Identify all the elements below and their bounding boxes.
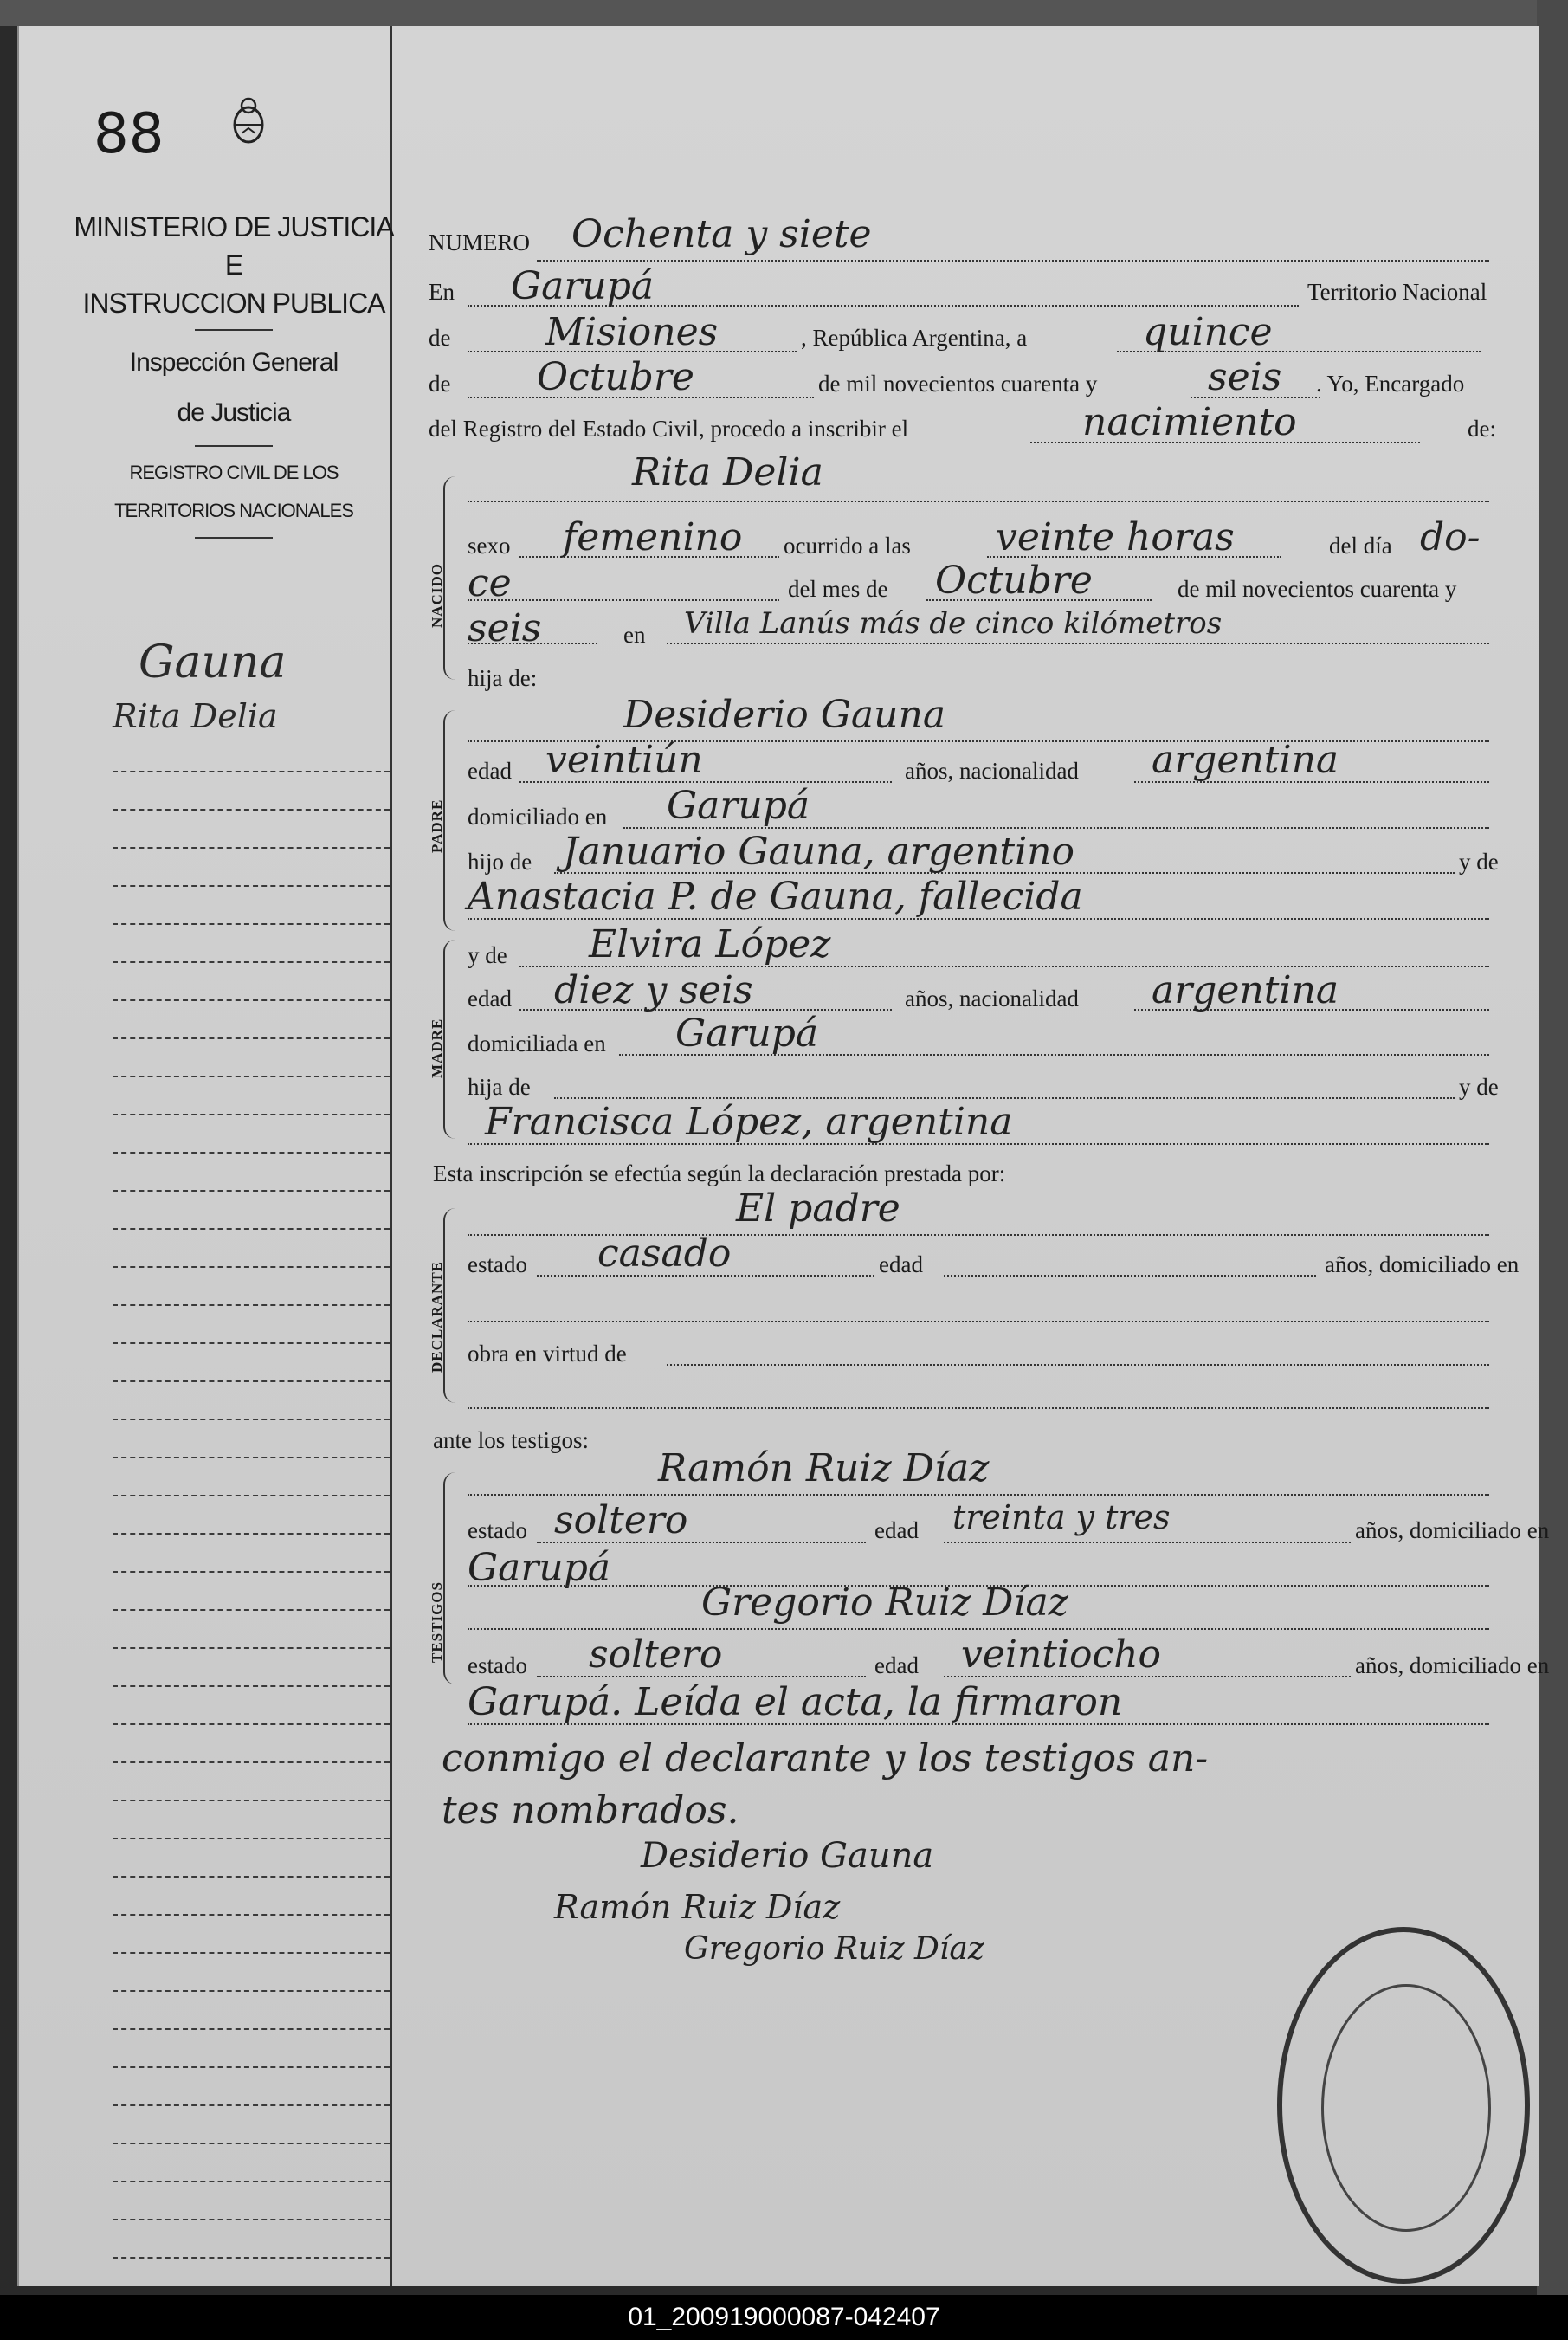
closing-line-2: conmigo el declarante y los testigos an- (442, 1736, 1209, 1781)
dia-line (468, 599, 779, 601)
madre-name: Elvira López (589, 922, 831, 966)
hijo-text: hija de: (468, 665, 538, 691)
sexo-label: sexo (468, 533, 511, 559)
year-value: seis (1208, 355, 1282, 399)
en-text: en (623, 622, 646, 648)
madre-hija-de-line (554, 1097, 1455, 1099)
margin-ruled-line (113, 1190, 390, 1192)
margin-ruled-line (113, 1800, 390, 1801)
padre-edad-value: veintiún (545, 738, 703, 782)
margin-ruled-line (113, 1266, 390, 1268)
margin-ruled-line (113, 1076, 390, 1077)
signature-testigo-1: Ramón Ruiz Díaz (554, 1888, 841, 1926)
declarante-name: El padre (736, 1186, 900, 1231)
margin-ruled-line (113, 1723, 390, 1725)
padre-edad-label: edad (468, 758, 512, 784)
de-mil-text: de mil novecientos cuarenta y (1178, 576, 1457, 602)
declarante-brace (443, 1208, 462, 1403)
dia-value-2: ce (468, 561, 512, 605)
territorio-text: Territorio Nacional (1307, 279, 1487, 305)
ministry-line: MINISTERIO DE JUSTICIA (74, 211, 394, 242)
left-margin-column (17, 26, 392, 2286)
margin-ruled-line (113, 1037, 390, 1039)
anio-value: seis (468, 606, 542, 650)
testigo2-anos-text: años, domiciliado en (1355, 1652, 1550, 1678)
mes-value: Octubre (935, 559, 1093, 603)
testigos-brace (443, 1472, 462, 1684)
hora-value: veinte horas (996, 515, 1235, 559)
ministry-line: INSTRUCCION PUBLICA (82, 288, 385, 319)
madre-hija-de-label: hija de (468, 1074, 531, 1100)
padre-brace (443, 710, 462, 931)
padre-side-label: PADRE (429, 798, 445, 853)
margin-ruled-line (113, 1114, 390, 1115)
margin-ruled-line (113, 1838, 390, 1839)
declarante-edad-label: edad (879, 1251, 923, 1277)
divider (195, 329, 273, 331)
footer-image-id: 01_200919000087-042407 (0, 2295, 1568, 2340)
padre-dom-value: Garupá (667, 784, 810, 828)
padre-nac-value: argentina (1152, 738, 1339, 782)
nacido-side-label: NACIDO (429, 563, 445, 628)
en-label: En (429, 279, 455, 305)
testigo1-anos-text: años, domiciliado en (1355, 1517, 1550, 1543)
margin-ruled-line (113, 1380, 390, 1382)
lugar-value: Villa Lanús más de cinco kilómetros (684, 606, 1223, 641)
testigo1-edad-label: edad (874, 1517, 919, 1543)
testigo2-estado: soltero (589, 1632, 723, 1677)
margin-surname: Gauna (139, 637, 287, 688)
declarante-anos-text: años, domiciliado en (1325, 1251, 1520, 1277)
anio-line (468, 643, 597, 644)
declarante-extra-line (468, 1321, 1489, 1322)
margin-ruled-line (113, 1304, 390, 1306)
margin-ruled-line (113, 2257, 390, 2259)
act-value: nacimiento (1082, 400, 1297, 444)
testigo2-name: Gregorio Ruiz Díaz (701, 1580, 1068, 1625)
yo-text: . Yo, Encargado (1316, 371, 1465, 397)
margin-ruled-line (113, 1457, 390, 1458)
padre-madre-value: Anastacia P. de Gauna, fallecida (468, 875, 1083, 919)
de2-label: de (429, 371, 451, 397)
republica-text: , República Argentina, a (801, 325, 1028, 351)
margin-ruled-line (113, 1152, 390, 1154)
testigo2-edad-label: edad (874, 1652, 919, 1678)
margin-ruled-line (113, 847, 390, 849)
obra-line (667, 1364, 1489, 1366)
obra-label: obra en virtud de (468, 1341, 627, 1367)
closing-rule-1 (468, 1723, 1489, 1725)
margin-ruled-line (113, 923, 390, 925)
signature-testigo-2: Gregorio Ruiz Díaz (684, 1931, 984, 1967)
padre-name: Desiderio Gauna (623, 693, 946, 737)
signature-declarante: Desiderio Gauna (641, 1836, 934, 1876)
del-mes-text: del mes de (788, 576, 888, 602)
madre-madre-value: Francisca López, argentina (485, 1100, 1013, 1144)
ocurrido-text: ocurrido a las (784, 533, 911, 559)
madre-edad-label: edad (468, 986, 512, 1012)
margin-ruled-line (113, 1609, 390, 1611)
margin-ruled-line (113, 2104, 390, 2106)
margin-ruled-line (113, 1914, 390, 1916)
registry-line: REGISTRO CIVIL DE LOS (129, 462, 339, 483)
padre-hijo-de-value: Januario Gauna, argentino (563, 830, 1075, 874)
madre-nac-value: argentina (1152, 968, 1339, 1012)
margin-ruled-line (113, 1228, 390, 1230)
margin-ruled-line (113, 771, 390, 772)
margin-ruled-line (113, 1342, 390, 1344)
dia-value-1: do- (1420, 515, 1481, 559)
madre-dom-label: domiciliada en (468, 1031, 606, 1057)
madre-side-label: MADRE (429, 1018, 445, 1078)
page-right-edge (1537, 0, 1568, 2295)
padre-anos-text: años, nacionalidad (905, 758, 1079, 784)
margin-ruled-line (113, 2066, 390, 2068)
margin-ruled-line (113, 1876, 390, 1878)
nacido-name: Rita Delia (632, 450, 823, 495)
testigo1-name-line (468, 1494, 1489, 1496)
madre-y-de-label: y de (468, 942, 507, 968)
madre-edad-value: diez y seis (554, 968, 753, 1012)
month-value: Octubre (537, 355, 694, 399)
testigos-side-label: TESTIGOS (429, 1581, 445, 1663)
numero-value: Ochenta y siete (571, 212, 872, 256)
page-top-edge (0, 0, 1568, 26)
ante-text: ante los testigos: (433, 1427, 589, 1453)
margin-ruled-line (113, 1571, 390, 1573)
margin-ruled-line (113, 2143, 390, 2144)
padre-hijo-de-label: hijo de (468, 849, 532, 875)
margin-ruled-line (113, 1495, 390, 1496)
sexo-value: femenino (563, 515, 743, 559)
registro-text: del Registro del Estado Civil, procedo a inscribir el (429, 416, 909, 442)
margin-ruled-line (113, 885, 390, 887)
testigo1-name: Ramón Ruiz Díaz (658, 1446, 990, 1490)
margin-ruled-line (113, 1761, 390, 1763)
declarante-side-label: DECLARANTE (429, 1260, 445, 1373)
margin-ruled-line (113, 2028, 390, 2030)
declarante-end-line (468, 1407, 1489, 1409)
margin-ruled-line (113, 809, 390, 811)
madre-brace (443, 940, 462, 1139)
inscripcion-text: Esta inscripción se efectúa según la declaración prestada por: (433, 1160, 1006, 1186)
madre-y-de-text: y de (1459, 1074, 1499, 1100)
lugar-line (667, 643, 1489, 644)
numero-label: NUMERO (429, 229, 531, 255)
padre-dom-label: domiciliado en (468, 804, 608, 830)
nacido-brace (443, 476, 462, 680)
testigo1-edad-line (944, 1542, 1351, 1543)
margin-ruled-line (113, 961, 390, 963)
margin-given-name: Rita Delia (113, 697, 278, 735)
registry-line: TERRITORIOS NACIONALES (114, 500, 353, 521)
seal-emblem (1321, 1984, 1491, 2232)
margin-ruled-line (113, 1647, 390, 1649)
margin-ruled-line (113, 1685, 390, 1687)
day-value: quince (1143, 310, 1273, 354)
registry-seal-stamp (1277, 1927, 1530, 2284)
closing-line-1: Garupá. Leída el acta, la firmaron (468, 1680, 1123, 1724)
margin-ruled-line (113, 2219, 390, 2220)
testigo1-edad: treinta y tres (952, 1498, 1171, 1536)
testigo2-estado-label: estado (468, 1652, 527, 1678)
folio-number: 88 (94, 102, 165, 166)
registration-form (407, 26, 1550, 2286)
ministry-header (69, 208, 398, 546)
margin-ruled-line (113, 1952, 390, 1954)
coat-of-arms-icon (229, 95, 268, 147)
margin-ruled-line (113, 2181, 390, 2182)
declarante-estado-label: estado (468, 1251, 527, 1277)
testigo1-dom: Garupá (468, 1546, 611, 1590)
inspection-line: de Justicia (177, 398, 291, 427)
declarante-estado-value: casado (597, 1231, 732, 1276)
padre-y-de-text: y de (1459, 849, 1499, 875)
testigo2-name-line (468, 1628, 1489, 1630)
de-label: de (429, 325, 451, 351)
divider (195, 445, 273, 447)
madre-dom-value: Garupá (675, 1012, 819, 1056)
testigo1-estado-label: estado (468, 1517, 527, 1543)
margin-ruled-line (113, 1990, 390, 1992)
numero-line (537, 260, 1489, 262)
margin-ruled-line (113, 1419, 390, 1420)
del-dia-text: del día (1329, 533, 1392, 559)
testigo2-edad: veintiocho (961, 1632, 1162, 1677)
mil-text: de mil novecientos cuarenta y (818, 371, 1098, 397)
madre-anos-text: años, nacionalidad (905, 986, 1079, 1012)
margin-ruled-line (113, 999, 390, 1001)
madre-madre-line (468, 1143, 1489, 1145)
provincia-value: Misiones (545, 310, 719, 354)
divider (195, 537, 273, 539)
testigo1-estado: soltero (554, 1498, 688, 1542)
declarante-edad-line (944, 1275, 1316, 1277)
closing-line-3: tes nombrados. (442, 1788, 739, 1833)
margin-ruled-line (113, 1533, 390, 1535)
nacido-name-line (468, 501, 1489, 502)
ministry-line: E (224, 249, 243, 281)
de-colon: de: (1468, 416, 1496, 442)
inspection-line: Inspección General (129, 348, 339, 377)
padre-madre-line (468, 918, 1489, 920)
en-value: Garupá (511, 264, 655, 308)
